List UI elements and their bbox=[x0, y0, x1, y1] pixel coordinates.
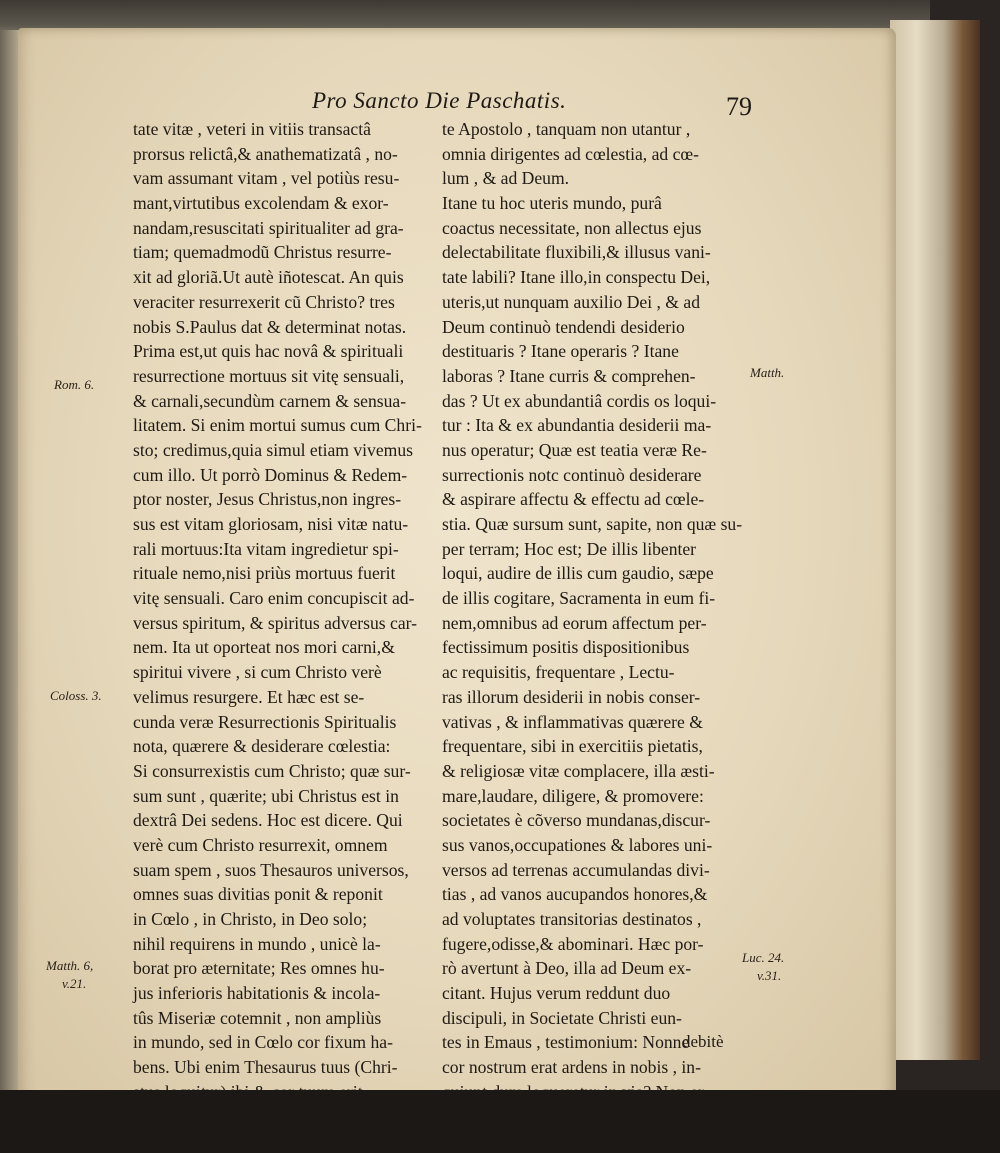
margin-note-rom: Rom. 6. bbox=[54, 377, 95, 392]
text-line: in mundo, sed in Cœlo cor fixum ha- bbox=[133, 1032, 393, 1053]
text-line: rituale nemo,nisi priùs mortuus fuerit bbox=[133, 563, 396, 584]
text-line: Itane tu hoc uteris mundo, purâ bbox=[442, 193, 662, 214]
text-line: borat pro æternitate; Res omnes hu- bbox=[133, 958, 385, 979]
text-line: jus inferioris habitationis & incola- bbox=[133, 983, 381, 1004]
text-line: per terram; Hoc est; De illis libenter bbox=[442, 538, 697, 559]
text-line: discipuli, in Societate Christi eun- bbox=[442, 1007, 682, 1028]
text-line: coactus necessitate, non allectus ejus bbox=[442, 217, 702, 238]
text-line: sum sunt , quærite; ubi Christus est in bbox=[133, 785, 399, 806]
text-line: verè cum Christo resurrexit, omnem bbox=[133, 834, 388, 855]
text-line: mant,virtutibus excolendam & exor- bbox=[133, 193, 389, 214]
text-line: nihil requirens in mundo , unicè la- bbox=[133, 933, 381, 954]
text-line: societates è cõverso mundanas,discur- bbox=[442, 810, 711, 831]
text-line: omnia dirigentes ad cœlestia, ad cœ- bbox=[442, 143, 699, 164]
text-line: laboras ? Itane curris & comprehen- bbox=[442, 365, 696, 386]
text-line: velimus resurgere. Et hæc est se- bbox=[133, 686, 365, 707]
text-line: cunda veræ Resurrectionis Spiritualis bbox=[133, 711, 397, 732]
text-line: rò avertunt à Deo, illa ad Deum ex- bbox=[442, 958, 692, 979]
text-line: ad voluptates transitorias destinatos , bbox=[442, 909, 702, 929]
margin-note-luc: Luc. 24. bbox=[742, 950, 785, 965]
right-text-column bbox=[442, 117, 758, 1129]
text-line: frequentare, sibi in exercitiis pietatis, bbox=[442, 736, 703, 757]
text-line: stia. Quæ sursum sunt, sapite, non quæ su- bbox=[442, 514, 743, 534]
text-line: fugere,odisse,& abominari. Hæc por- bbox=[442, 933, 704, 954]
text-line: sus vanos,occupationes & labores uni- bbox=[442, 834, 713, 855]
margin-note-matth-right: Matth. bbox=[750, 365, 785, 380]
text-line: resurrectione mortuus sit vitę sensuali, bbox=[133, 365, 405, 386]
text-line: veraciter resurrexerit cũ Christo? tres bbox=[133, 291, 395, 312]
text-line: suam spem , suos Thesauros universos, bbox=[133, 859, 409, 880]
left-text-column bbox=[133, 117, 438, 1129]
page-number: 79 bbox=[726, 92, 752, 121]
text-line: nem,omnibus ad eorum affectum per- bbox=[442, 612, 707, 633]
text-line: nota, quærere & desiderare cœlestia: bbox=[133, 736, 391, 757]
book-right-edge bbox=[890, 20, 980, 1060]
margin-note-matth6: Matth. 6, bbox=[46, 958, 94, 973]
text-line: cor nostrum erat ardens in nobis , in- bbox=[442, 1057, 701, 1078]
text-line: Prima est,ut quis hac novâ & spirituali bbox=[133, 341, 404, 362]
text-line: tes in Emaus , testimonium: Nonne bbox=[442, 1032, 690, 1053]
bottom-shadow bbox=[0, 1090, 1000, 1153]
text-line: te Apostolo , tanquam non utantur , bbox=[442, 119, 691, 139]
text-line: ras illorum desiderii in nobis conser- bbox=[442, 686, 701, 707]
text-line: loqui, audire de illis cum gaudio, sæpe bbox=[442, 563, 714, 584]
text-line: bens. Ubi enim Thesaurus tuus (Chri- bbox=[133, 1057, 398, 1078]
catchword: debitè bbox=[682, 1032, 724, 1051]
text-line: vativas , & inflammativas quærere & bbox=[442, 711, 703, 732]
text-line: dextrâ Dei sedens. Hoc est dicere. Qui bbox=[133, 810, 403, 831]
text-line: delectabilitate fluxibili,& illusus vani- bbox=[442, 242, 711, 263]
text-line: sto; credimus,quia simul etiam vivemus bbox=[133, 439, 413, 460]
text-line: nandam,resuscitati spiritualiter ad gra- bbox=[133, 217, 404, 238]
text-line: litatem. Si enim mortui sumus cum Chri- bbox=[133, 415, 422, 436]
text-line: sus est vitam gloriosam, nisi vitæ natu- bbox=[133, 514, 409, 534]
text-line: fectissimum positis dispositionibus bbox=[442, 637, 690, 658]
text-line: cum illo. Ut porrò Dominus & Redem- bbox=[133, 464, 408, 485]
text-line: nem. Ita ut oporteat nos mori carni,& bbox=[133, 637, 395, 658]
text-line: ptor noster, Jesus Christus,non ingres- bbox=[133, 489, 402, 510]
text-line: versus spiritum, & spiritus adversus car- bbox=[133, 612, 418, 633]
text-line: tate vitæ , veteri in vitiis transactâ bbox=[133, 119, 371, 139]
margin-note-coloss: Coloss. 3. bbox=[50, 688, 102, 703]
text-line: rali mortuus:Ita vitam ingredietur spi- bbox=[133, 538, 399, 559]
text-line: de illis cogitare, Sacramenta in eum fi- bbox=[442, 588, 716, 609]
text-line: tur : Ita & ex abundantia desiderii ma- bbox=[442, 415, 712, 436]
text-line: nus operatur; Quæ est teatia veræ Re- bbox=[442, 439, 707, 460]
text-line: ac requisitis, frequentare , Lectu- bbox=[442, 662, 675, 683]
margin-note-matth6-verse: v.21. bbox=[62, 976, 87, 991]
text-line: tûs Miseriæ cotemnit , non ampliùs bbox=[133, 1007, 382, 1028]
text-line: mare,laudare, diligere, & promovere: bbox=[442, 785, 704, 806]
text-line: Si consurrexistis cum Christo; quæ sur- bbox=[133, 760, 411, 781]
text-line: versos ad terrenas accumulandas divi- bbox=[442, 859, 710, 880]
text-line: das ? Ut ex abundantiâ cordis os loqui- bbox=[442, 390, 717, 411]
text-line: vitę sensuali. Caro enim concupiscit ad- bbox=[133, 588, 415, 609]
text-line: & religiosæ vitæ complacere, illa æsti- bbox=[442, 760, 715, 781]
text-line: in Cœlo , in Christo, in Deo solo; bbox=[133, 909, 368, 929]
text-line: destituaris ? Itane operaris ? Itane bbox=[442, 341, 679, 362]
text-line: nobis S.Paulus dat & determinat notas. bbox=[133, 316, 407, 337]
text-line: uteris,ut nunquam auxilio Dei , & ad bbox=[442, 291, 700, 312]
text-line: Deum continuò tendendi desiderio bbox=[442, 316, 685, 337]
text-line: surrectionis notc continuò desiderare bbox=[442, 464, 702, 485]
running-title: Pro Sancto Die Paschatis. bbox=[312, 88, 567, 113]
text-line: omnes suas divitias ponit & reponit bbox=[133, 884, 383, 905]
text-line: & carnali,secundùm carnem & sensua- bbox=[133, 390, 407, 411]
text-line: spiritui vivere , si cum Christo verè bbox=[133, 662, 382, 683]
text-line: prorsus relictâ,& anathematizatâ , no- bbox=[133, 143, 398, 164]
text-line: citant. Hujus verum reddunt duo bbox=[442, 983, 671, 1004]
text-line: vam assumant vitam , vel potiùs resu- bbox=[133, 168, 400, 189]
text-line: xit ad gloriã.Ut autè iñotescat. An quis bbox=[133, 267, 404, 288]
margin-note-luc-verse: v.31. bbox=[757, 968, 782, 983]
text-line: tate labili? Itane illo,in conspectu Dei, bbox=[442, 267, 711, 288]
text-line: lum , & ad Deum. bbox=[442, 168, 570, 189]
text-line: tias , ad vanos aucupandos honores,& bbox=[442, 884, 708, 905]
text-line: & aspirare affectu & effectu ad cœle- bbox=[442, 489, 705, 510]
text-line: tiam; quemadmodũ Christus resurre- bbox=[133, 242, 392, 263]
